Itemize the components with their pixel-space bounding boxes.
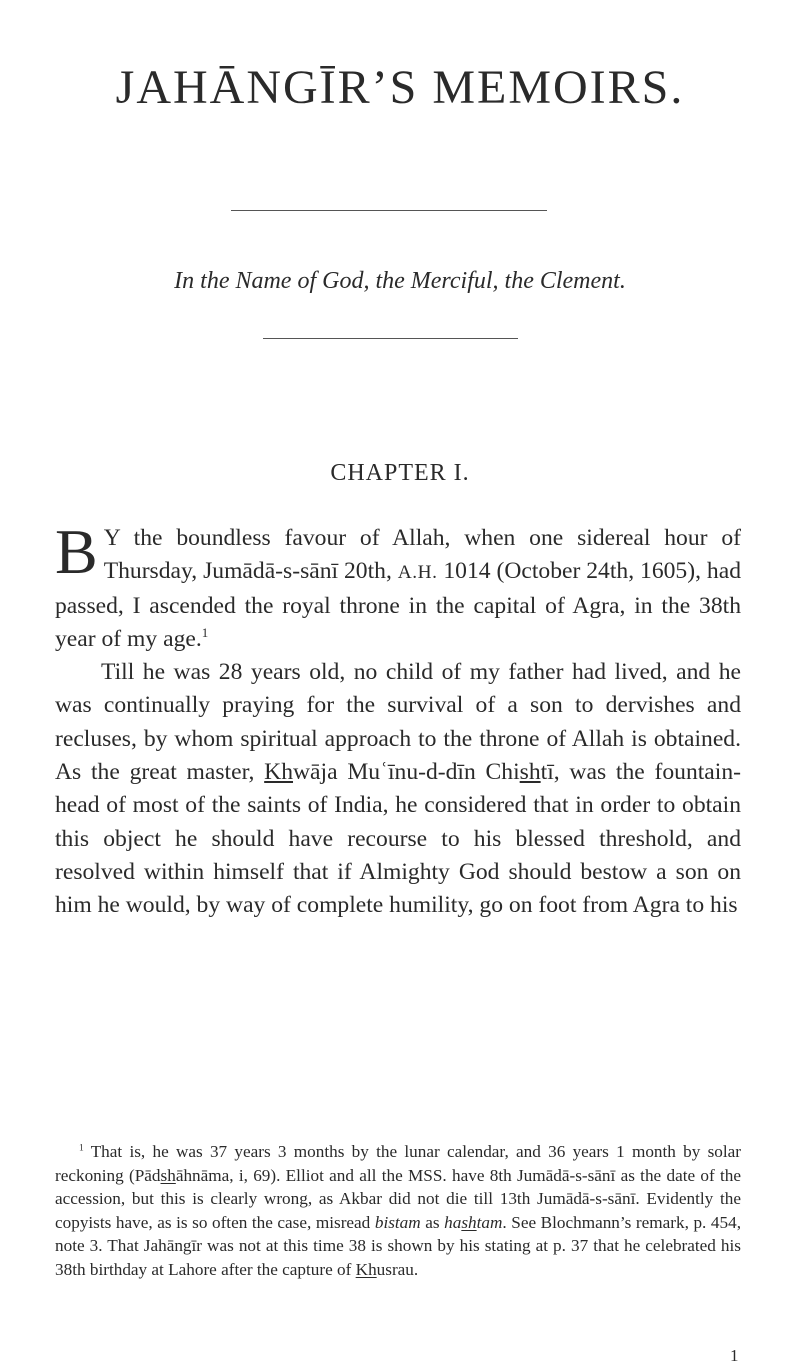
p2-text-b: wāja Muʿīnu-d-dīn Chi xyxy=(293,759,520,786)
page-number: 1 xyxy=(730,1346,739,1365)
fn-hashtam xyxy=(444,1213,502,1232)
p2-kh: Kh xyxy=(264,759,294,786)
p2-text-c: tī, was the fountain-head of most of the saints of India, he considered that in order to obtain this object he should have recourse to his blessed threshold, and resolved within himself that if Almighty God should bestow a son on him he would, by way of complete humility, go on foot from Agra to his xyxy=(55,759,741,919)
fn-text-1: That is, he was 37 years 3 months by the lunar calendar, and 36 years 1 month by solar reckoning (Pād xyxy=(55,1142,741,1185)
p2-sh: sh xyxy=(519,759,541,786)
fn-text-2: āhnāma, i, 69). Elliot and all the MSS. have 8th Jumādā-s-sānī as the date of the accession, but this is clearly wrong, as Akbar did not die till 13th Jumādā-s-sānī. Evidently the copyists have, as is so often the case, misread xyxy=(55,1165,741,1232)
fn-text-4: . See Blochmann’s remark, p. 454, note 3. That Jahāngīr was not at this time 38 is shown by his stating at p. 37 that he celebrated his 38th birthday at Lahore after the capture of xyxy=(55,1212,741,1279)
dedication: In the Name of God, the Merciful, the Clement. xyxy=(174,268,626,294)
fn-hashtam-sh: sh xyxy=(461,1212,477,1232)
footnote-reference[interactable]: 1 xyxy=(201,625,209,641)
drop-cap: B xyxy=(55,516,98,587)
fn-sh: sh xyxy=(160,1165,176,1185)
title-rule xyxy=(231,210,547,211)
page-title: JAHĀNGĪR’S MEMOIRS. xyxy=(115,61,685,114)
dedication-rule xyxy=(263,338,518,339)
fn-hashtam-b: tam xyxy=(476,1212,503,1232)
chapter-body xyxy=(55,516,741,923)
fn-text-5: usrau. xyxy=(376,1259,419,1279)
footnote-mark: 1 xyxy=(79,1143,84,1154)
p2-text-a: Till he was 28 years old, no child of my father had lived, and he was continually praying for the survival of a son to dervishes and recluses, by whom spiritual approach to the throne of Allah is obtained. As the great master, xyxy=(55,659,741,786)
p1-text-a: Y the boundless favour of Allah, when one sidereal hour of Thursday, Jumādā-s-sānī 20th, xyxy=(103,525,741,585)
fn-bistam: bistam xyxy=(374,1212,421,1232)
fn-kh: Kh xyxy=(355,1259,377,1279)
era-abbreviation: A.H. xyxy=(397,562,438,584)
fn-text-3: as xyxy=(420,1212,445,1232)
paragraph-1 xyxy=(55,516,741,656)
fn-hashtam-a: ha xyxy=(444,1212,462,1232)
p1-text-b: 1014 (October 24th, 1605), had passed, I ascended the royal throne in the capital of Agra, in the 38th year of my age. xyxy=(55,558,741,652)
paragraph-2 xyxy=(55,656,741,922)
chapter-heading: CHAPTER I. xyxy=(330,460,470,486)
footnote xyxy=(55,1140,741,1281)
